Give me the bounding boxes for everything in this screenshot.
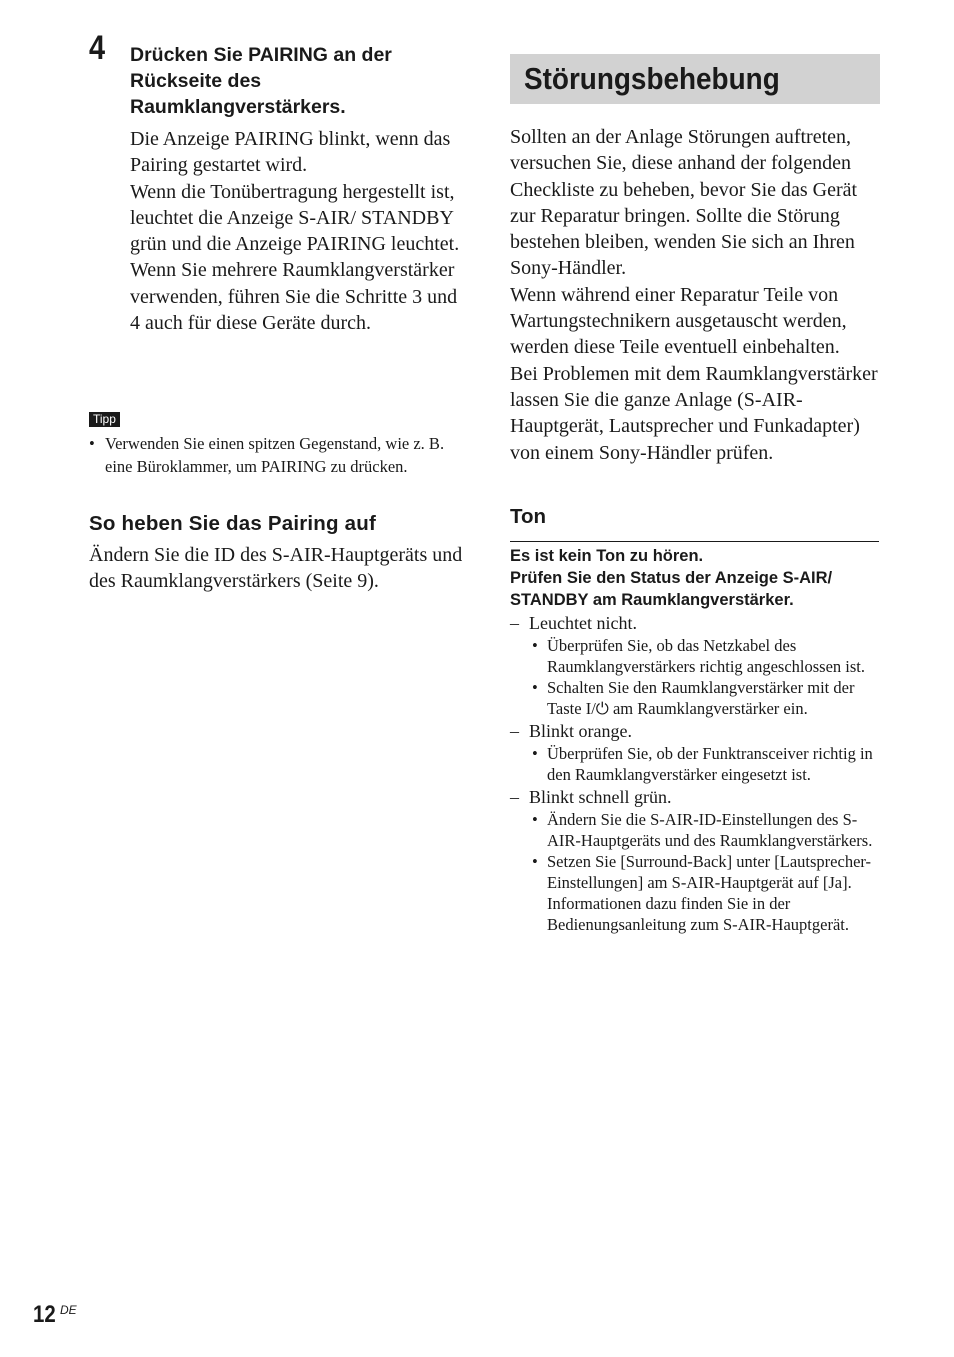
step-paragraph: Die Anzeige PAIRING blinkt, wenn das Pairing gestartet wird. bbox=[130, 128, 451, 177]
bullet-item bbox=[510, 809, 880, 851]
state-item bbox=[510, 719, 880, 743]
section-title: Störungsbehebung bbox=[524, 61, 780, 96]
pairing-cancel-text: Ändern Sie die ID des S-AIR-Hauptgeräts und des Raumklangverstärkers (Seite 9). bbox=[89, 544, 463, 593]
bullet-text: Überprüfen Sie, ob der Funktransceiver richtig in den Raumklangverstärker eingesetzt ist. bbox=[547, 744, 873, 784]
power-icon: I/⏻ bbox=[585, 699, 609, 718]
intro-paragraph: Bei Problemen mit dem Raumklangverstärker lassen Sie die ganze Anlage (S-AIR-Hauptgerät, Lautsprecher und Funkadapter) von einem Sony-Händler prüfen. bbox=[510, 362, 878, 464]
tip-item: • Verwenden Sie einen spitzen Gegenstand, wie z. B. eine Büroklammer, um PAIRING zu drücken. bbox=[89, 433, 459, 478]
bullet-item bbox=[510, 635, 880, 677]
state-label: Leuchtet nicht. bbox=[529, 613, 637, 633]
problem-check: Prüfen Sie den Status der Anzeige S-AIR/ STANDBY am Raumklangverstärker. bbox=[510, 569, 833, 609]
state-bullets bbox=[510, 635, 880, 719]
state-item bbox=[510, 785, 880, 809]
bullet-item bbox=[510, 743, 880, 785]
page-language: DE bbox=[60, 1303, 77, 1317]
state-label: Blinkt orange. bbox=[529, 721, 632, 741]
section-banner bbox=[510, 54, 880, 104]
state-bullets bbox=[510, 743, 880, 785]
tip-list bbox=[89, 433, 459, 478]
dash-marker: – bbox=[510, 613, 519, 633]
problem-title bbox=[510, 545, 880, 611]
pairing-cancel-heading: So heben Sie das Pairing auf bbox=[89, 512, 376, 535]
state-bullets bbox=[510, 809, 880, 935]
problem-statement: Es ist kein Ton zu hören. bbox=[510, 547, 704, 565]
check-list bbox=[510, 611, 880, 935]
state-label: Blinkt schnell grün. bbox=[529, 787, 672, 807]
step-paragraph: Wenn Sie mehrere Raumklangverstärker verwenden, führen Sie die Schritte 3 und 4 auch für diese Geräte durch. bbox=[130, 259, 458, 335]
step-paragraph: Wenn die Tonübertragung hergestellt ist, leuchtet die Anzeige S-AIR/ STANDBY grün und die Anzeige PAIRING leuchtet. bbox=[130, 180, 460, 256]
intro-paragraph: Wenn während einer Reparatur Teile von Wartungstechnikern ausgetauscht werden, werden diese Teile eventuell einbehalten. bbox=[510, 283, 847, 359]
troubleshooting-intro bbox=[510, 124, 880, 466]
bullet-text: Setzen Sie [Surround-Back] unter [Lautsprecher-Einstellungen] am S-AIR-Hauptgerät auf [Ja]. Informationen dazu finden Sie in der Bedienungsanleitung zum S-AIR-Hauptgerät. bbox=[547, 852, 872, 934]
tip-badge: Tipp bbox=[89, 412, 120, 427]
state-item bbox=[510, 611, 880, 635]
bullet-text-before: Schalten Sie den Raumklangverstärker mit der Taste bbox=[547, 678, 855, 718]
bullet-text: Überprüfen Sie, ob das Netzkabel des Raumklangverstärkers richtig angeschlossen ist. bbox=[547, 636, 866, 676]
step-heading: Drücken Sie PAIRING an der Rückseite des Raumklangverstärkers. bbox=[130, 44, 392, 118]
dash-marker: – bbox=[510, 787, 519, 807]
bullet-marker: • bbox=[532, 636, 538, 655]
page-number: 12 bbox=[33, 1301, 56, 1328]
intro-paragraph: Sollten an der Anlage Störungen auftreten, versuchen Sie, diese anhand der folgenden Checkliste zu beheben, bevor Sie das Gerät zur Reparatur bringen. Sollte die Störung bestehen bleiben, wenden Sie sich an Ihren Sony-Händler. bbox=[510, 126, 858, 280]
bullet-marker: • bbox=[532, 810, 538, 829]
dash-marker: – bbox=[510, 721, 519, 741]
bullet-item bbox=[510, 851, 880, 935]
step-number: 4 bbox=[89, 29, 106, 67]
bullet-text-after: am Raumklangverstärker ein. bbox=[608, 699, 808, 718]
bullet-item bbox=[510, 677, 880, 719]
ton-divider bbox=[510, 541, 879, 542]
ton-heading: Ton bbox=[510, 505, 547, 528]
bullet-marker: • bbox=[532, 852, 538, 871]
bullet-text: Ändern Sie die S-AIR-ID-Einstellungen des S-AIR-Hauptgeräts und des Raumklangverstärkers. bbox=[547, 810, 873, 850]
bullet-marker: • bbox=[532, 744, 538, 763]
bullet-marker: • bbox=[532, 678, 538, 697]
step-body bbox=[130, 126, 460, 336]
